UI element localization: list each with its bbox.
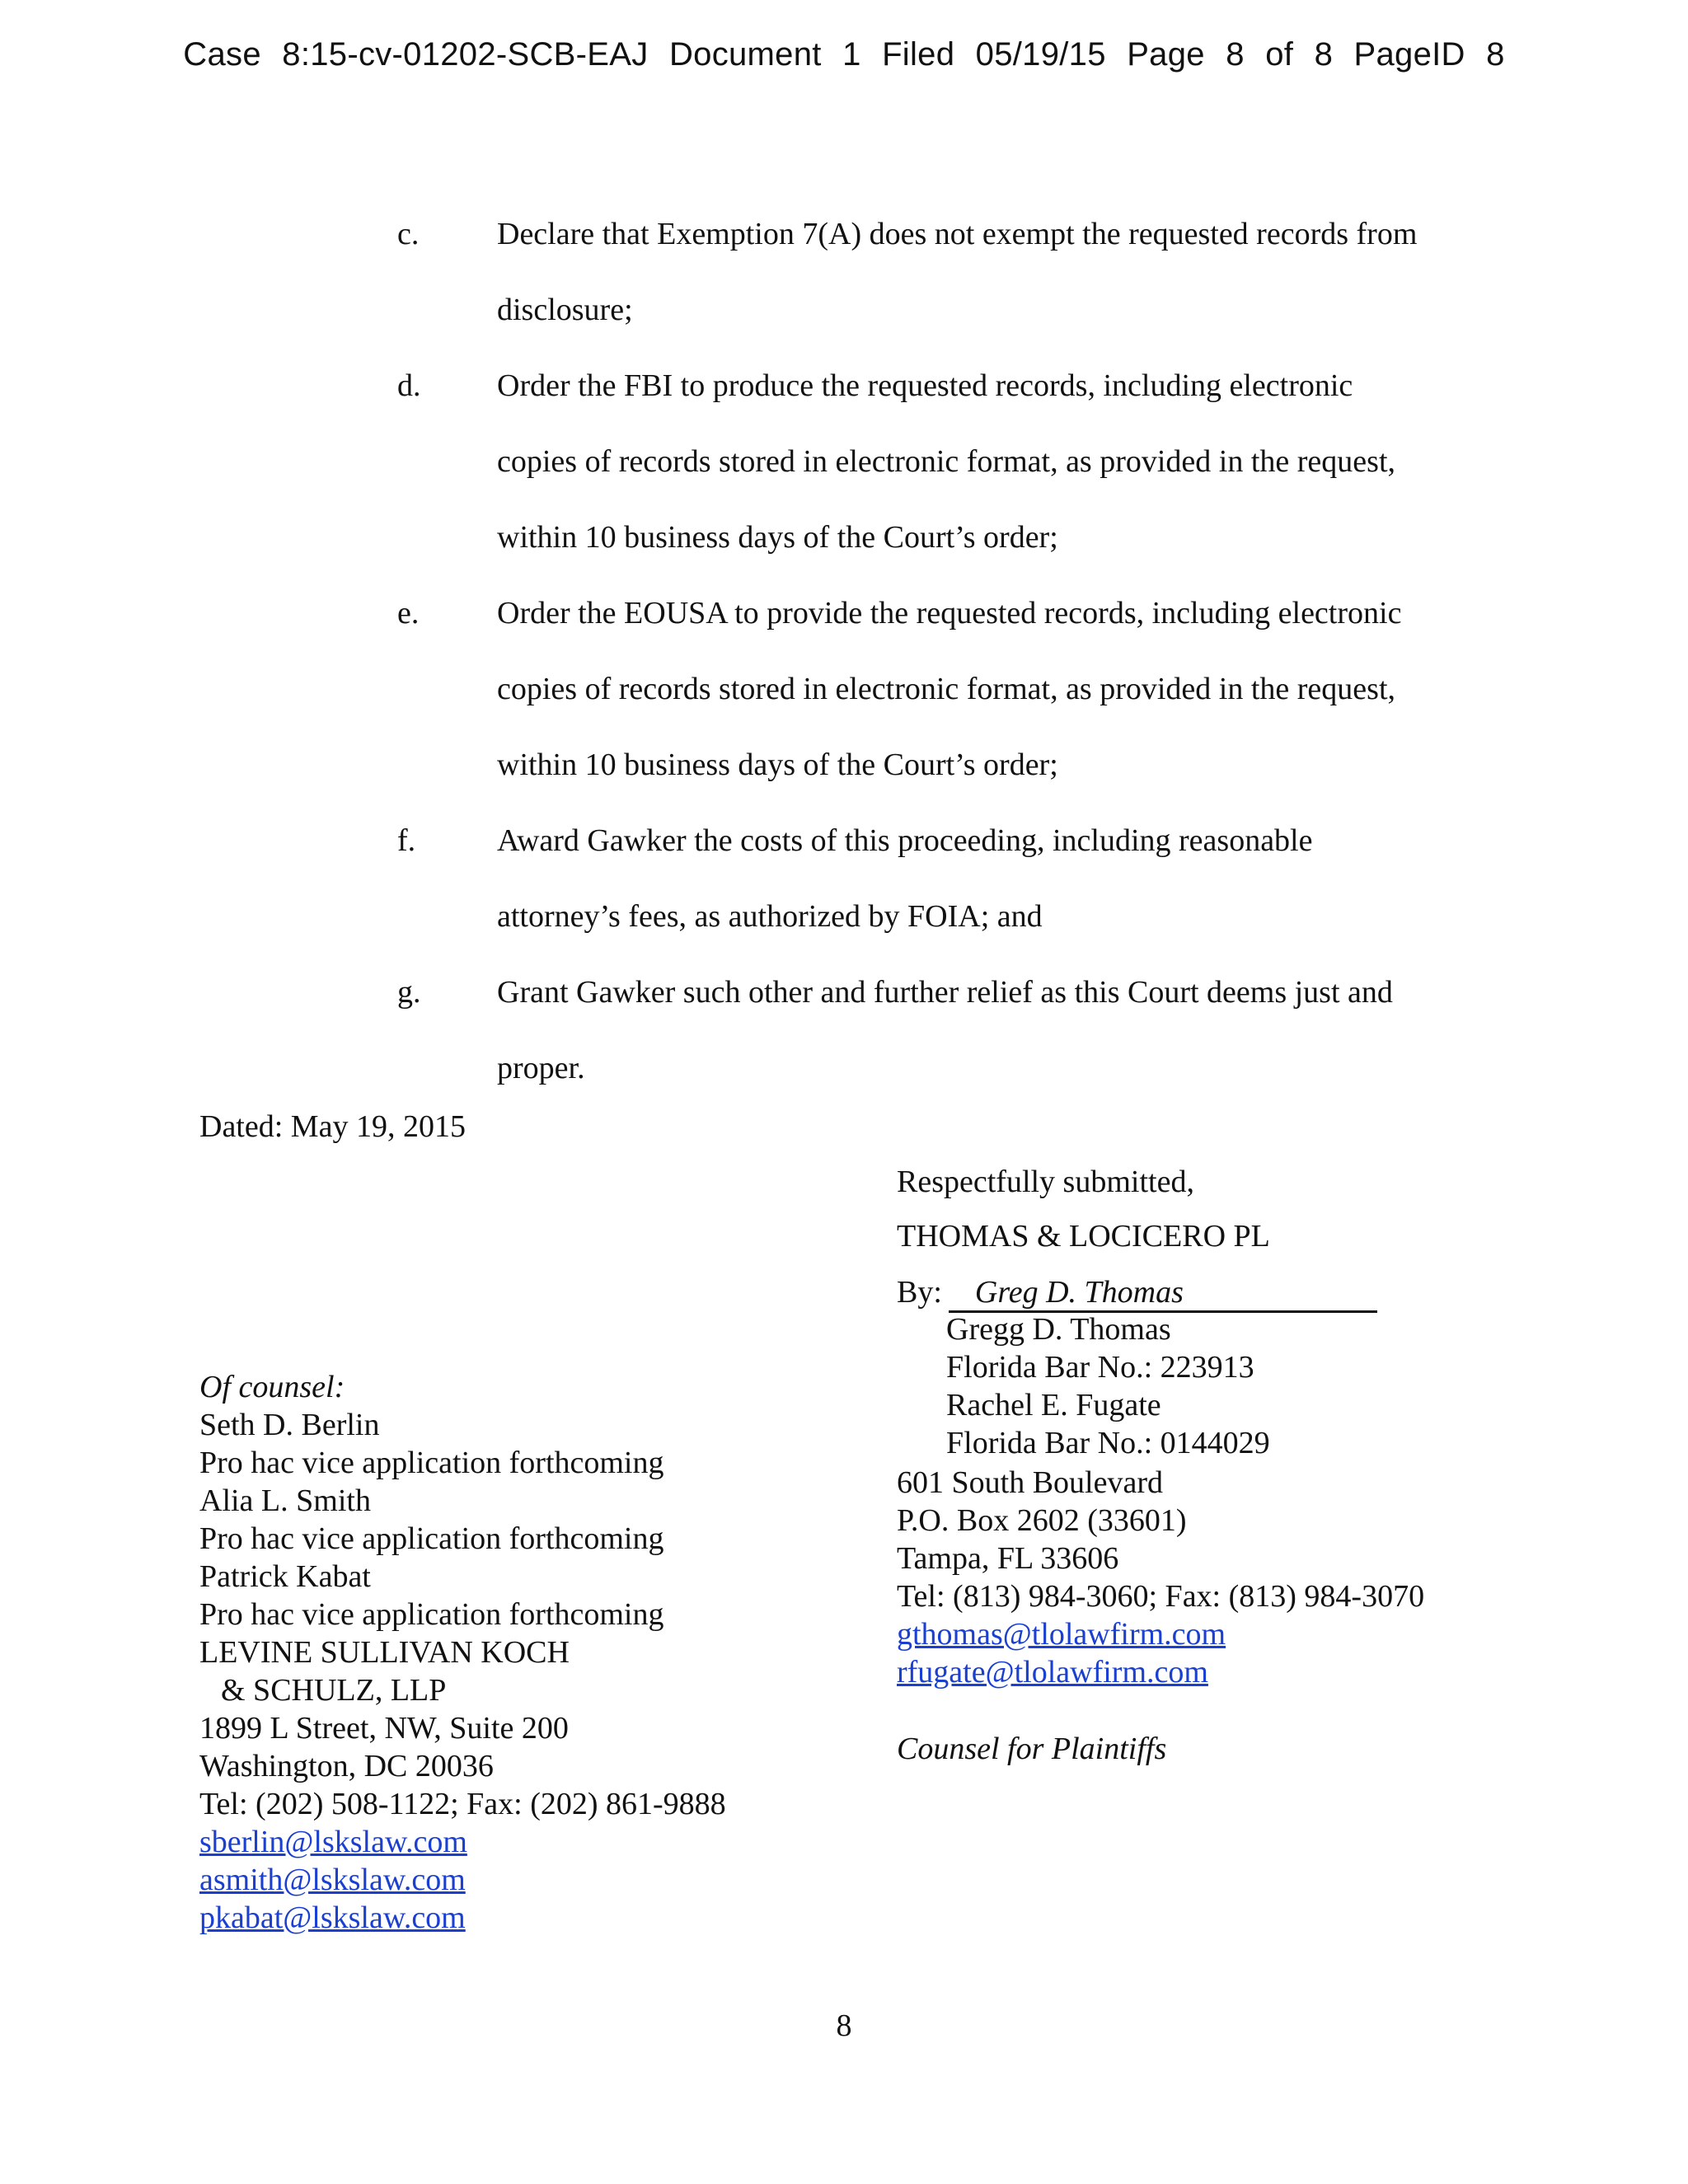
firm-address (897, 1464, 1424, 1691)
counsel-name: Seth D. Berlin (199, 1408, 380, 1442)
item-text (497, 954, 1494, 1106)
page-id: Page 8 of 8 PageID 8 (1127, 36, 1505, 73)
address-line: 601 South Boulevard (897, 1465, 1163, 1500)
of-counsel-label: Of counsel: (199, 1370, 345, 1404)
item-letter: e. (397, 596, 420, 630)
item-line: within 10 business days of the Court’s order; (497, 748, 1058, 782)
item-line: within 10 business days of the Court’s order; (497, 520, 1058, 555)
counsel-for-plaintiffs: Counsel for Plaintiffs (897, 1732, 1167, 1766)
item-letter: f. (397, 823, 416, 858)
relief-item-c (0, 196, 1688, 348)
filed-date: Filed 05/19/15 (882, 36, 1106, 73)
relief-item-f (0, 803, 1688, 954)
firm-name-line1: LEVINE SULLIVAN KOCH (199, 1635, 570, 1670)
counsel-name: Alia L. Smith (199, 1483, 371, 1518)
item-line: Grant Gawker such other and further relief as this Court deems just and (497, 975, 1393, 1010)
phone-fax: Tel: (813) 984-3060; Fax: (813) 984-3070 (897, 1579, 1425, 1614)
item-line: copies of records stored in electronic format, as provided in the request, (497, 444, 1396, 479)
respectfully-submitted: Respectfully submitted, (897, 1165, 1194, 1199)
address-line: 1899 L Street, NW, Suite 200 (199, 1711, 569, 1746)
case-number: Case 8:15-cv-01202-SCB-EAJ (183, 36, 649, 73)
pro-hac-note: Pro hac vice application forthcoming (199, 1521, 664, 1556)
item-line: Award Gawker the costs of this proceeding, including reasonable (497, 823, 1313, 858)
item-letter: c. (397, 217, 420, 251)
address-line: Washington, DC 20036 (199, 1749, 494, 1783)
item-letter: g. (397, 975, 421, 1010)
dated-line: Dated: May 19, 2015 (199, 1109, 466, 1144)
case-header (0, 36, 1688, 73)
signature-row (897, 1274, 1377, 1313)
counsel-name: Patrick Kabat (199, 1559, 371, 1594)
relief-request-list (0, 196, 1688, 1106)
item-line: Order the EOUSA to provide the requested records, including electronic (497, 596, 1402, 630)
submission-block (897, 1164, 1270, 1272)
bar-number: Florida Bar No.: 0144029 (946, 1426, 1270, 1460)
item-text (497, 196, 1494, 348)
email-link-gthomas[interactable]: gthomas@tlolawfirm.com (897, 1617, 1226, 1652)
phone-fax: Tel: (202) 508-1122; Fax: (202) 861-9888 (199, 1787, 726, 1821)
attorney-list (946, 1310, 1270, 1462)
address-line: Tampa, FL 33606 (897, 1541, 1119, 1576)
bar-number: Florida Bar No.: 223913 (946, 1350, 1254, 1385)
pro-hac-note: Pro hac vice application forthcoming (199, 1597, 664, 1632)
email-link-rfugate[interactable]: rfugate@tlolawfirm.com (897, 1655, 1208, 1690)
attorney-name: Gregg D. Thomas (946, 1312, 1171, 1347)
item-letter: d. (397, 368, 421, 403)
email-link-sberlin[interactable]: sberlin@lskslaw.com (199, 1825, 467, 1859)
by-label: By: (897, 1275, 942, 1310)
item-line: disclosure; (497, 293, 633, 327)
firm-name-line2: & SCHULZ, LLP (221, 1673, 447, 1708)
attorney-name: Rachel E. Fugate (946, 1388, 1161, 1422)
pro-hac-note: Pro hac vice application forthcoming (199, 1446, 664, 1480)
document-number: Document 1 (668, 36, 861, 73)
page-number: 8 (836, 2008, 852, 2043)
email-link-asmith[interactable]: asmith@lskslaw.com (199, 1863, 466, 1897)
relief-item-d (0, 348, 1688, 575)
signature: Greg D. Thomas (974, 1275, 1184, 1310)
item-line: copies of records stored in electronic format, as provided in the request, (497, 672, 1396, 706)
item-text (497, 803, 1494, 954)
item-line: proper. (497, 1051, 585, 1085)
item-line: Order the FBI to produce the requested records, including electronic (497, 368, 1353, 403)
of-counsel-block (199, 1368, 726, 1937)
email-link-pkabat[interactable]: pkabat@lskslaw.com (199, 1900, 466, 1935)
firm-name: THOMAS & LOCICERO PL (897, 1219, 1270, 1254)
item-line: attorney’s fees, as authorized by FOIA; and (497, 899, 1043, 934)
address-line: P.O. Box 2602 (33601) (897, 1503, 1187, 1538)
item-text (497, 348, 1494, 575)
relief-item-e (0, 575, 1688, 803)
item-text (497, 575, 1494, 803)
relief-item-g (0, 954, 1688, 1106)
item-line: Declare that Exemption 7(A) does not exempt the requested records from (497, 217, 1418, 251)
signature-line (949, 1274, 1377, 1313)
